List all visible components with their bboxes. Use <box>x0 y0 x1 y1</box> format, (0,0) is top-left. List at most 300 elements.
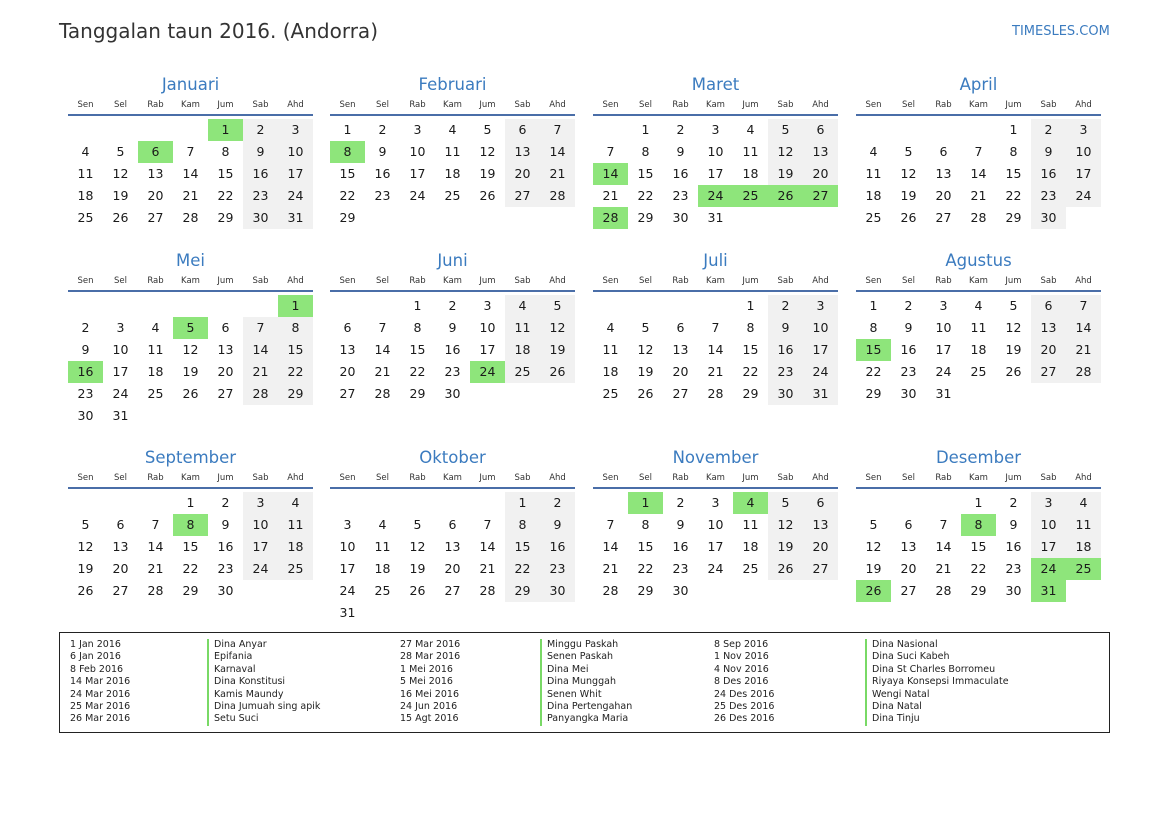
day-cell[interactable]: 26 <box>637 386 654 401</box>
day-cell[interactable]: 6 <box>939 144 948 159</box>
day-cell[interactable]: 28 <box>707 386 724 401</box>
day-cell[interactable]: 15 <box>856 339 891 361</box>
day-cell[interactable]: 14 <box>1066 317 1101 339</box>
day-cell[interactable]: 19 <box>637 364 654 379</box>
day-cell[interactable]: 18 <box>865 188 882 203</box>
day-cell[interactable]: 20 <box>147 188 164 203</box>
day-cell[interactable]: 19 <box>1005 342 1022 357</box>
day-cell[interactable]: 21 <box>374 364 391 379</box>
day-cell[interactable]: 1 <box>746 298 755 313</box>
day-cell[interactable]: 28 <box>935 583 952 598</box>
day-cell[interactable]: 18 <box>602 364 619 379</box>
day-cell[interactable]: 27 <box>339 386 356 401</box>
day-cell[interactable]: 30 <box>672 583 689 598</box>
day-cell[interactable]: 25 <box>505 361 540 383</box>
day-cell[interactable]: 7 <box>483 517 492 532</box>
day-cell[interactable]: 27 <box>505 185 540 207</box>
day-cell[interactable]: 29 <box>278 383 313 405</box>
day-cell[interactable]: 2 <box>221 495 230 510</box>
day-cell[interactable]: 23 <box>672 561 689 576</box>
day-cell[interactable]: 20 <box>1031 339 1066 361</box>
day-cell[interactable]: 27 <box>900 583 917 598</box>
day-cell[interactable]: 10 <box>479 320 496 335</box>
day-cell[interactable]: 24 <box>339 583 356 598</box>
day-cell[interactable]: 12 <box>1005 320 1022 335</box>
day-cell[interactable]: 23 <box>374 188 391 203</box>
day-cell[interactable]: 2 <box>676 495 685 510</box>
day-cell[interactable]: 10 <box>409 144 426 159</box>
day-cell[interactable]: 31 <box>278 207 313 229</box>
day-cell[interactable]: 18 <box>374 561 391 576</box>
day-cell[interactable]: 20 <box>505 163 540 185</box>
day-cell[interactable]: 22 <box>339 188 356 203</box>
day-cell[interactable]: 11 <box>865 166 882 181</box>
day-cell[interactable]: 9 <box>243 141 278 163</box>
day-cell[interactable]: 12 <box>768 514 803 536</box>
day-cell[interactable]: 21 <box>602 561 619 576</box>
day-cell[interactable]: 1 <box>641 122 650 137</box>
day-cell[interactable]: 6 <box>505 119 540 141</box>
day-cell[interactable]: 24 <box>409 188 426 203</box>
day-cell[interactable]: 31 <box>935 386 952 401</box>
day-cell[interactable]: 3 <box>1066 119 1101 141</box>
day-cell[interactable]: 5 <box>413 517 422 532</box>
day-cell[interactable]: 23 <box>900 364 917 379</box>
day-cell[interactable]: 20 <box>444 561 461 576</box>
day-cell[interactable]: 1 <box>1009 122 1018 137</box>
day-cell[interactable]: 5 <box>81 517 90 532</box>
day-cell[interactable]: 20 <box>339 364 356 379</box>
day-cell[interactable]: 22 <box>970 561 987 576</box>
day-cell[interactable]: 6 <box>221 320 230 335</box>
day-cell[interactable]: 4 <box>733 492 768 514</box>
day-cell[interactable]: 26 <box>768 185 803 207</box>
day-cell[interactable]: 28 <box>374 386 391 401</box>
day-cell[interactable]: 7 <box>186 144 195 159</box>
day-cell[interactable]: 5 <box>173 317 208 339</box>
day-cell[interactable]: 8 <box>746 320 755 335</box>
day-cell[interactable]: 2 <box>768 295 803 317</box>
day-cell[interactable]: 26 <box>182 386 199 401</box>
day-cell[interactable]: 9 <box>676 144 685 159</box>
day-cell[interactable]: 29 <box>637 210 654 225</box>
day-cell[interactable]: 7 <box>151 517 160 532</box>
day-cell[interactable]: 24 <box>1031 558 1066 580</box>
day-cell[interactable]: 1 <box>628 492 663 514</box>
day-cell[interactable]: 2 <box>243 119 278 141</box>
day-cell[interactable]: 16 <box>444 342 461 357</box>
day-cell[interactable]: 26 <box>409 583 426 598</box>
day-cell[interactable]: 25 <box>742 561 759 576</box>
day-cell[interactable]: 15 <box>505 536 540 558</box>
day-cell[interactable]: 18 <box>278 536 313 558</box>
day-cell[interactable]: 29 <box>409 386 426 401</box>
day-cell[interactable]: 27 <box>803 185 838 207</box>
day-cell[interactable]: 11 <box>444 144 461 159</box>
day-cell[interactable]: 1 <box>186 495 195 510</box>
day-cell[interactable]: 17 <box>707 166 724 181</box>
day-cell[interactable]: 2 <box>1009 495 1018 510</box>
day-cell[interactable]: 8 <box>173 514 208 536</box>
day-cell[interactable]: 30 <box>243 207 278 229</box>
day-cell[interactable]: 20 <box>935 188 952 203</box>
day-cell[interactable]: 12 <box>865 539 882 554</box>
day-cell[interactable]: 21 <box>970 188 987 203</box>
day-cell[interactable]: 12 <box>540 317 575 339</box>
day-cell[interactable]: 17 <box>1031 536 1066 558</box>
day-cell[interactable]: 5 <box>641 320 650 335</box>
day-cell[interactable]: 18 <box>77 188 94 203</box>
day-cell[interactable]: 25 <box>374 583 391 598</box>
day-cell[interactable]: 13 <box>935 166 952 181</box>
day-cell[interactable]: 15 <box>217 166 234 181</box>
day-cell[interactable]: 17 <box>243 536 278 558</box>
day-cell[interactable]: 3 <box>116 320 125 335</box>
day-cell[interactable]: 27 <box>444 583 461 598</box>
day-cell[interactable]: 29 <box>1005 210 1022 225</box>
day-cell[interactable]: 14 <box>147 539 164 554</box>
day-cell[interactable]: 28 <box>602 583 619 598</box>
day-cell[interactable]: 30 <box>1005 583 1022 598</box>
day-cell[interactable]: 3 <box>711 495 720 510</box>
day-cell[interactable]: 16 <box>68 361 103 383</box>
day-cell[interactable]: 30 <box>217 583 234 598</box>
day-cell[interactable]: 15 <box>637 539 654 554</box>
day-cell[interactable]: 10 <box>339 539 356 554</box>
day-cell[interactable]: 3 <box>343 517 352 532</box>
day-cell[interactable]: 22 <box>865 364 882 379</box>
day-cell[interactable]: 17 <box>1066 163 1101 185</box>
day-cell[interactable]: 16 <box>768 339 803 361</box>
day-cell[interactable]: 19 <box>540 339 575 361</box>
day-cell[interactable]: 13 <box>217 342 234 357</box>
day-cell[interactable]: 20 <box>803 163 838 185</box>
day-cell[interactable]: 25 <box>970 364 987 379</box>
day-cell[interactable]: 28 <box>970 210 987 225</box>
day-cell[interactable]: 26 <box>900 210 917 225</box>
day-cell[interactable]: 16 <box>374 166 391 181</box>
day-cell[interactable]: 20 <box>672 364 689 379</box>
day-cell[interactable]: 22 <box>278 361 313 383</box>
day-cell[interactable]: 2 <box>676 122 685 137</box>
day-cell[interactable]: 26 <box>768 558 803 580</box>
day-cell[interactable]: 10 <box>935 320 952 335</box>
day-cell[interactable]: 18 <box>970 342 987 357</box>
day-cell[interactable]: 12 <box>900 166 917 181</box>
day-cell[interactable]: 17 <box>479 342 496 357</box>
day-cell[interactable]: 14 <box>182 166 199 181</box>
day-cell[interactable]: 23 <box>540 558 575 580</box>
day-cell[interactable]: 18 <box>742 166 759 181</box>
day-cell[interactable]: 22 <box>505 558 540 580</box>
day-cell[interactable]: 13 <box>444 539 461 554</box>
day-cell[interactable]: 8 <box>330 141 365 163</box>
day-cell[interactable]: 3 <box>711 122 720 137</box>
day-cell[interactable]: 28 <box>540 185 575 207</box>
day-cell[interactable]: 13 <box>1031 317 1066 339</box>
day-cell[interactable]: 24 <box>698 185 733 207</box>
day-cell[interactable]: 23 <box>1005 561 1022 576</box>
day-cell[interactable]: 20 <box>803 536 838 558</box>
day-cell[interactable]: 4 <box>278 492 313 514</box>
day-cell[interactable]: 20 <box>217 364 234 379</box>
day-cell[interactable]: 10 <box>707 144 724 159</box>
day-cell[interactable]: 13 <box>147 166 164 181</box>
day-cell[interactable]: 23 <box>672 188 689 203</box>
day-cell[interactable]: 8 <box>505 514 540 536</box>
day-cell[interactable]: 18 <box>742 539 759 554</box>
day-cell[interactable]: 4 <box>378 517 387 532</box>
day-cell[interactable]: 23 <box>1031 185 1066 207</box>
day-cell[interactable]: 24 <box>803 361 838 383</box>
day-cell[interactable]: 14 <box>602 539 619 554</box>
day-cell[interactable]: 13 <box>803 514 838 536</box>
day-cell[interactable]: 27 <box>935 210 952 225</box>
day-cell[interactable]: 11 <box>374 539 391 554</box>
day-cell[interactable]: 24 <box>935 364 952 379</box>
day-cell[interactable]: 3 <box>939 298 948 313</box>
day-cell[interactable]: 26 <box>112 210 129 225</box>
day-cell[interactable]: 29 <box>637 583 654 598</box>
day-cell[interactable]: 6 <box>904 517 913 532</box>
day-cell[interactable]: 4 <box>505 295 540 317</box>
day-cell[interactable]: 24 <box>112 386 129 401</box>
day-cell[interactable]: 3 <box>413 122 422 137</box>
day-cell[interactable]: 12 <box>182 342 199 357</box>
day-cell[interactable]: 19 <box>479 166 496 181</box>
day-cell[interactable]: 16 <box>672 166 689 181</box>
day-cell[interactable]: 15 <box>637 166 654 181</box>
day-cell[interactable]: 14 <box>593 163 628 185</box>
day-cell[interactable]: 29 <box>970 583 987 598</box>
site-link[interactable]: TIMESLES.COM <box>1012 24 1110 39</box>
day-cell[interactable]: 28 <box>1066 361 1101 383</box>
day-cell[interactable]: 16 <box>672 539 689 554</box>
day-cell[interactable]: 31 <box>1031 580 1066 602</box>
day-cell[interactable]: 16 <box>1031 163 1066 185</box>
day-cell[interactable]: 15 <box>339 166 356 181</box>
day-cell[interactable]: 5 <box>768 119 803 141</box>
day-cell[interactable]: 23 <box>243 185 278 207</box>
day-cell[interactable]: 10 <box>278 141 313 163</box>
day-cell[interactable]: 6 <box>803 119 838 141</box>
day-cell[interactable]: 31 <box>112 408 129 423</box>
day-cell[interactable]: 10 <box>243 514 278 536</box>
day-cell[interactable]: 1 <box>505 492 540 514</box>
day-cell[interactable]: 18 <box>444 166 461 181</box>
day-cell[interactable]: 21 <box>182 188 199 203</box>
day-cell[interactable]: 11 <box>1066 514 1101 536</box>
day-cell[interactable]: 29 <box>505 580 540 602</box>
day-cell[interactable]: 22 <box>217 188 234 203</box>
day-cell[interactable]: 26 <box>540 361 575 383</box>
day-cell[interactable]: 10 <box>1066 141 1101 163</box>
day-cell[interactable]: 22 <box>742 364 759 379</box>
day-cell[interactable]: 25 <box>278 558 313 580</box>
day-cell[interactable]: 13 <box>900 539 917 554</box>
day-cell[interactable]: 24 <box>470 361 505 383</box>
day-cell[interactable]: 5 <box>540 295 575 317</box>
day-cell[interactable]: 2 <box>448 298 457 313</box>
day-cell[interactable]: 9 <box>448 320 457 335</box>
day-cell[interactable]: 14 <box>243 339 278 361</box>
day-cell[interactable]: 27 <box>217 386 234 401</box>
day-cell[interactable]: 24 <box>707 561 724 576</box>
day-cell[interactable]: 25 <box>1066 558 1101 580</box>
day-cell[interactable]: 20 <box>900 561 917 576</box>
day-cell[interactable]: 24 <box>1066 185 1101 207</box>
day-cell[interactable]: 9 <box>1009 517 1018 532</box>
day-cell[interactable]: 7 <box>711 320 720 335</box>
day-cell[interactable]: 6 <box>1031 295 1066 317</box>
day-cell[interactable]: 4 <box>1066 492 1101 514</box>
day-cell[interactable]: 4 <box>746 122 755 137</box>
day-cell[interactable]: 1 <box>343 122 352 137</box>
day-cell[interactable]: 4 <box>448 122 457 137</box>
day-cell[interactable]: 30 <box>540 580 575 602</box>
day-cell[interactable]: 14 <box>540 141 575 163</box>
day-cell[interactable]: 15 <box>278 339 313 361</box>
day-cell[interactable]: 21 <box>707 364 724 379</box>
day-cell[interactable]: 10 <box>112 342 129 357</box>
day-cell[interactable]: 22 <box>182 561 199 576</box>
day-cell[interactable]: 10 <box>1031 514 1066 536</box>
day-cell[interactable]: 11 <box>970 320 987 335</box>
day-cell[interactable]: 14 <box>970 166 987 181</box>
day-cell[interactable]: 11 <box>147 342 164 357</box>
day-cell[interactable]: 22 <box>1005 188 1022 203</box>
day-cell[interactable]: 6 <box>343 320 352 335</box>
day-cell[interactable]: 8 <box>1009 144 1018 159</box>
day-cell[interactable]: 5 <box>116 144 125 159</box>
day-cell[interactable]: 9 <box>221 517 230 532</box>
day-cell[interactable]: 12 <box>768 141 803 163</box>
day-cell[interactable]: 21 <box>479 561 496 576</box>
day-cell[interactable]: 2 <box>81 320 90 335</box>
day-cell[interactable]: 12 <box>479 144 496 159</box>
day-cell[interactable]: 29 <box>865 386 882 401</box>
day-cell[interactable]: 22 <box>637 561 654 576</box>
day-cell[interactable]: 23 <box>217 561 234 576</box>
day-cell[interactable]: 3 <box>278 119 313 141</box>
day-cell[interactable]: 25 <box>147 386 164 401</box>
day-cell[interactable]: 23 <box>77 386 94 401</box>
day-cell[interactable]: 14 <box>374 342 391 357</box>
day-cell[interactable]: 8 <box>278 317 313 339</box>
day-cell[interactable]: 26 <box>479 188 496 203</box>
day-cell[interactable]: 25 <box>733 185 768 207</box>
day-cell[interactable]: 28 <box>182 210 199 225</box>
day-cell[interactable]: 9 <box>1031 141 1066 163</box>
day-cell[interactable]: 30 <box>900 386 917 401</box>
day-cell[interactable]: 6 <box>676 320 685 335</box>
day-cell[interactable]: 8 <box>641 517 650 532</box>
day-cell[interactable]: 9 <box>81 342 90 357</box>
day-cell[interactable]: 22 <box>409 364 426 379</box>
day-cell[interactable]: 6 <box>448 517 457 532</box>
day-cell[interactable]: 30 <box>1031 207 1066 229</box>
day-cell[interactable]: 28 <box>593 207 628 229</box>
day-cell[interactable]: 20 <box>112 561 129 576</box>
day-cell[interactable]: 27 <box>1031 361 1066 383</box>
day-cell[interactable]: 28 <box>147 583 164 598</box>
day-cell[interactable]: 19 <box>409 561 426 576</box>
day-cell[interactable]: 25 <box>444 188 461 203</box>
day-cell[interactable]: 8 <box>869 320 878 335</box>
day-cell[interactable]: 13 <box>112 539 129 554</box>
day-cell[interactable]: 25 <box>602 386 619 401</box>
day-cell[interactable]: 2 <box>378 122 387 137</box>
day-cell[interactable]: 6 <box>116 517 125 532</box>
day-cell[interactable]: 29 <box>742 386 759 401</box>
day-cell[interactable]: 15 <box>409 342 426 357</box>
day-cell[interactable]: 12 <box>409 539 426 554</box>
day-cell[interactable]: 3 <box>1031 492 1066 514</box>
day-cell[interactable]: 11 <box>742 144 759 159</box>
day-cell[interactable]: 4 <box>81 144 90 159</box>
day-cell[interactable]: 9 <box>904 320 913 335</box>
day-cell[interactable]: 23 <box>768 361 803 383</box>
day-cell[interactable]: 7 <box>540 119 575 141</box>
day-cell[interactable]: 5 <box>904 144 913 159</box>
day-cell[interactable]: 7 <box>1066 295 1101 317</box>
day-cell[interactable]: 28 <box>243 383 278 405</box>
day-cell[interactable]: 12 <box>77 539 94 554</box>
day-cell[interactable]: 29 <box>217 210 234 225</box>
day-cell[interactable]: 25 <box>865 210 882 225</box>
day-cell[interactable]: 7 <box>606 144 615 159</box>
day-cell[interactable]: 29 <box>182 583 199 598</box>
day-cell[interactable]: 26 <box>77 583 94 598</box>
day-cell[interactable]: 16 <box>1005 539 1022 554</box>
day-cell[interactable]: 31 <box>339 605 356 620</box>
day-cell[interactable]: 22 <box>637 188 654 203</box>
day-cell[interactable]: 14 <box>707 342 724 357</box>
day-cell[interactable]: 13 <box>339 342 356 357</box>
day-cell[interactable]: 25 <box>77 210 94 225</box>
day-cell[interactable]: 16 <box>540 536 575 558</box>
day-cell[interactable]: 17 <box>707 539 724 554</box>
day-cell[interactable]: 17 <box>803 339 838 361</box>
day-cell[interactable]: 2 <box>540 492 575 514</box>
day-cell[interactable]: 17 <box>935 342 952 357</box>
day-cell[interactable]: 16 <box>900 342 917 357</box>
day-cell[interactable]: 10 <box>707 517 724 532</box>
day-cell[interactable]: 18 <box>505 339 540 361</box>
day-cell[interactable]: 9 <box>540 514 575 536</box>
day-cell[interactable]: 4 <box>974 298 983 313</box>
day-cell[interactable]: 5 <box>483 122 492 137</box>
day-cell[interactable]: 17 <box>278 163 313 185</box>
day-cell[interactable]: 15 <box>742 342 759 357</box>
day-cell[interactable]: 8 <box>641 144 650 159</box>
day-cell[interactable]: 23 <box>444 364 461 379</box>
day-cell[interactable]: 28 <box>479 583 496 598</box>
day-cell[interactable]: 8 <box>961 514 996 536</box>
day-cell[interactable]: 27 <box>672 386 689 401</box>
day-cell[interactable]: 7 <box>939 517 948 532</box>
day-cell[interactable]: 19 <box>112 188 129 203</box>
day-cell[interactable]: 18 <box>1066 536 1101 558</box>
day-cell[interactable]: 16 <box>243 163 278 185</box>
day-cell[interactable]: 3 <box>803 295 838 317</box>
day-cell[interactable]: 13 <box>505 141 540 163</box>
day-cell[interactable]: 11 <box>278 514 313 536</box>
day-cell[interactable]: 7 <box>243 317 278 339</box>
day-cell[interactable]: 4 <box>606 320 615 335</box>
day-cell[interactable]: 19 <box>900 188 917 203</box>
day-cell[interactable]: 30 <box>444 386 461 401</box>
